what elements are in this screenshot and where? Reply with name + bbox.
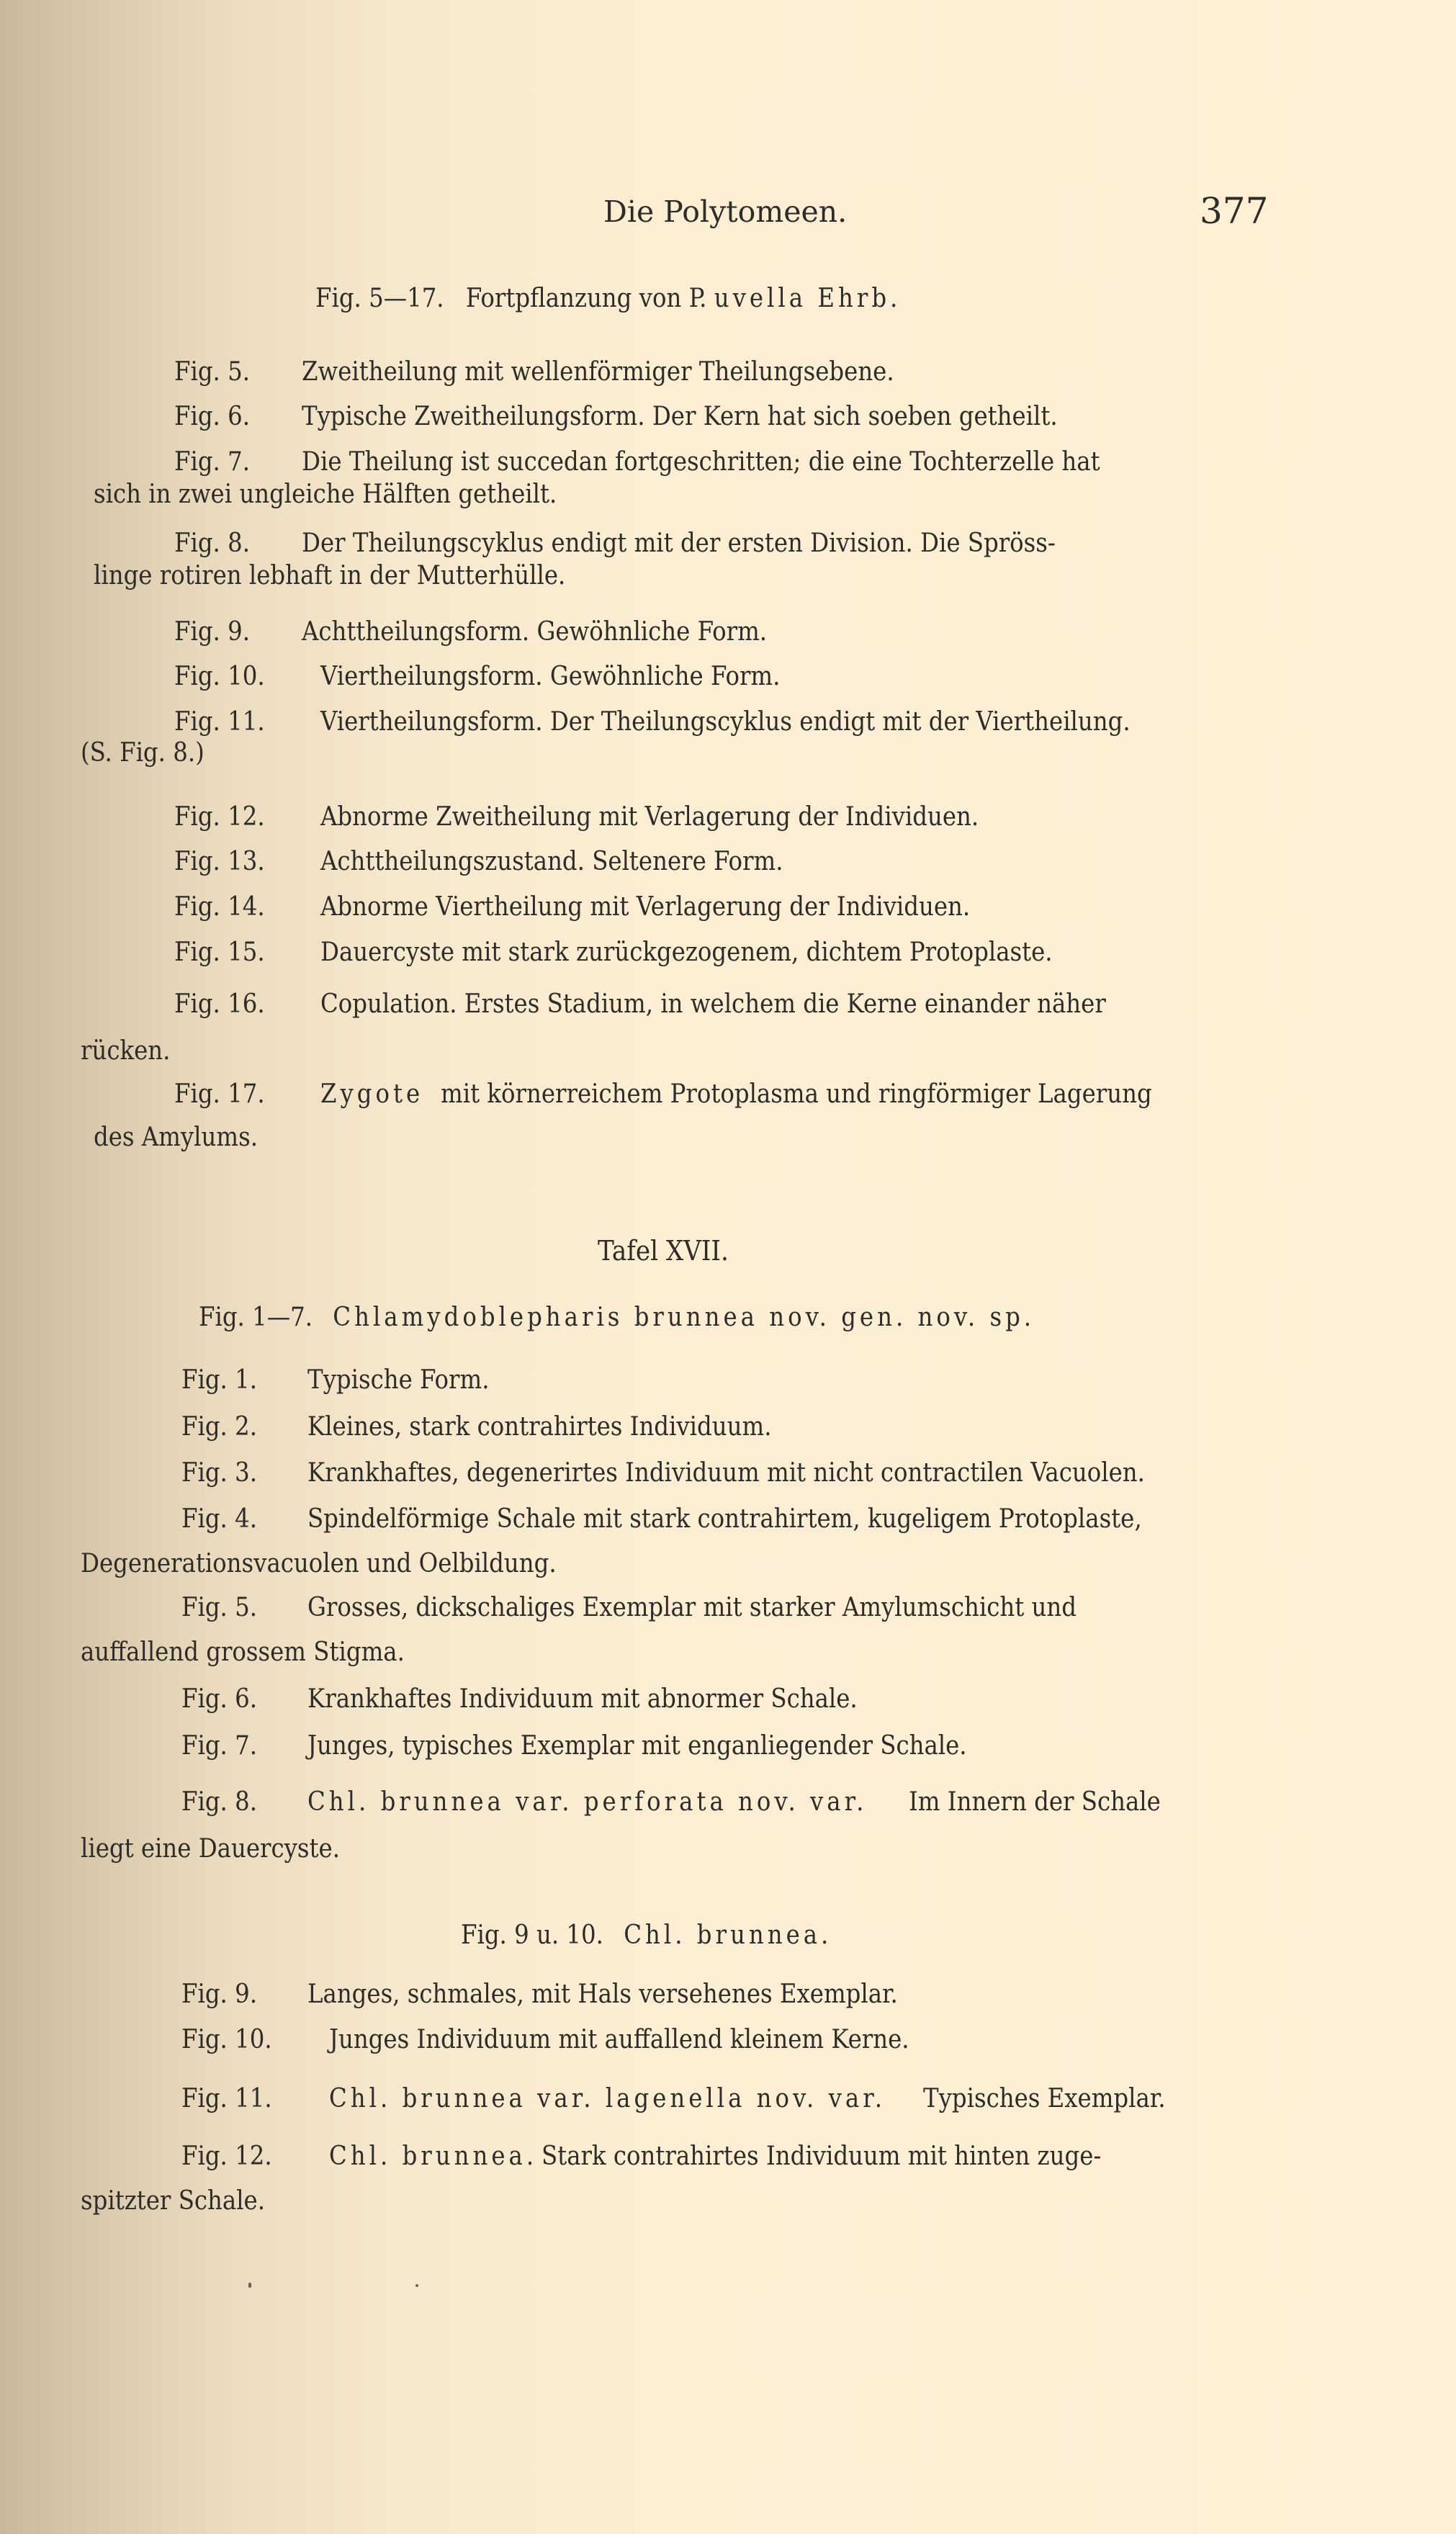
fig-species: Chl. brunnea var. perforata nov. var. [307, 1787, 868, 1817]
figure-entry [174, 801, 979, 833]
fig-caption: Achttheilungszustand. Seltenere Form. [320, 847, 783, 876]
fig-label: Fig. 13. [174, 847, 265, 876]
figure-entry [181, 1684, 858, 1715]
figure-entry [174, 356, 894, 388]
fig-label: Fig. 6. [181, 1684, 257, 1714]
figure-entry [174, 937, 1053, 969]
fig-caption: Achttheilungsform. Gewöhnliche Form. [302, 617, 768, 647]
fig-caption-continuation: (S. Fig. 8.) [81, 738, 205, 768]
subheading-fig-range: Fig. 9 u. 10. [461, 1920, 603, 1950]
fig-caption: Krankhaftes Individuum mit abnormer Schale. [307, 1684, 858, 1714]
section-heading [315, 283, 901, 315]
fig-label: Fig. 9. [174, 617, 250, 647]
fig-label: Fig. 14. [174, 892, 265, 922]
fig-label: Fig. 11. [174, 707, 265, 737]
fig-caption-continuation: liegt eine Dauercyste. [81, 1834, 340, 1864]
figure-entry [181, 1979, 898, 2010]
fig-caption: Typisches Exemplar. [923, 2084, 1166, 2113]
figure-entry [181, 2083, 1166, 2115]
heading-species: uvella Ehrb. [714, 284, 902, 313]
fig-caption: Die Theilung ist succedan fortgeschritten; die eine Tochterzelle hat [302, 447, 1100, 477]
heading-fig-range: Fig. 1—7. [199, 1303, 313, 1332]
page-number: 377 [1200, 190, 1269, 232]
fig-caption: Zweitheilung mit wellenförmiger Theilungsebene. [302, 357, 894, 387]
fig-species: Chl. brunnea. [329, 2142, 538, 2171]
figure-entry [181, 1787, 1161, 1818]
figure-entry [181, 2141, 1102, 2173]
fig-caption: Viertheilungsform. Gewöhnliche Form. [320, 662, 781, 691]
fig-label: Fig. 4. [181, 1504, 257, 1534]
fig-caption: mit körnerreichem Protoplasma und ringförmiger Lagerung [441, 1079, 1152, 1109]
fig-caption: Langes, schmales, mit Hals versehenes Exemplar. [307, 1980, 898, 2009]
figure-entry [174, 846, 783, 878]
paper-speck [415, 2284, 418, 2287]
fig-label: Fig. 6. [174, 402, 250, 431]
fig-label: Fig. 11. [181, 2084, 272, 2113]
figure-entry [181, 1411, 772, 1443]
fig-label: Fig. 2. [181, 1412, 257, 1442]
fig-caption-continuation: spitzter Schale. [81, 2186, 265, 2216]
figure-entry [181, 1730, 967, 1762]
figure-entry [181, 1504, 1142, 1535]
figure-entry [174, 401, 1058, 433]
fig-caption: Typische Form. [307, 1365, 490, 1395]
figure-entry [174, 989, 1106, 1020]
figure-entry [181, 1365, 490, 1396]
fig-caption-continuation: sich in zwei ungleiche Hälften getheilt. [94, 480, 557, 509]
fig-caption-continuation: rücken. [81, 1036, 171, 1066]
fig-caption: Der Theilungscyklus endigt mit der ersten Division. Die Spröss- [302, 529, 1056, 558]
paper-speck [248, 2283, 251, 2288]
fig-caption: Abnorme Viertheilung mit Verlagerung der Individuen. [320, 892, 971, 922]
figure-entry [181, 1457, 1145, 1489]
figure-entry [174, 616, 768, 648]
figure-entry [174, 528, 1056, 560]
fig-label: Fig. 9. [181, 1980, 257, 2009]
figure-entry [181, 2024, 909, 2056]
fig-caption-continuation: des Amylums. [94, 1123, 259, 1152]
fig-caption: Krankhaftes, degenerirtes Individuum mit nicht contractilen Vacuolen. [307, 1458, 1145, 1488]
fig-label: Fig. 7. [181, 1731, 257, 1761]
fig-caption: Kleines, stark contrahirtes Individuum. [307, 1412, 772, 1442]
fig-label: Fig. 3. [181, 1458, 257, 1488]
fig-caption: Im Innern der Schale [909, 1787, 1161, 1817]
fig-caption: Abnorme Zweitheilung mit Verlagerung der Individuen. [320, 802, 979, 832]
fig-label: Fig. 12. [181, 2142, 272, 2171]
fig-label: Fig. 7. [174, 447, 250, 477]
fig-caption-continuation: Degenerationsvacuolen und Oelbildung. [81, 1549, 557, 1578]
fig-caption-spaced: Zygote [320, 1079, 424, 1109]
fig-caption: Viertheilungsform. Der Theilungscyklus endigt mit der Viertheilung. [320, 707, 1131, 737]
fig-caption: Stark contrahirtes Individuum mit hinten zuge- [541, 2142, 1102, 2171]
fig-caption: Grosses, dickschaliges Exemplar mit starker Amylumschicht und [307, 1593, 1077, 1622]
heading-species: Chlamydoblepharis brunnea nov. gen. nov. sp. [333, 1303, 1035, 1332]
fig-label: Fig. 16. [174, 989, 265, 1019]
figure-entry [174, 446, 1100, 478]
fig-caption: Junges Individuum mit auffallend kleinem Kerne. [329, 2025, 909, 2054]
fig-label: Fig. 5. [174, 357, 250, 387]
fig-caption-continuation: auffallend grossem Stigma. [81, 1637, 405, 1667]
fig-caption: Typische Zweitheilungsform. Der Kern hat sich soeben getheilt. [302, 402, 1058, 431]
fig-label: Fig. 10. [174, 662, 265, 691]
fig-label: Fig. 1. [181, 1365, 257, 1395]
fig-caption: Junges, typisches Exemplar mit enganliegender Schale. [307, 1731, 967, 1761]
fig-label: Fig. 15. [174, 938, 265, 967]
subheading-species: Chl. brunnea. [624, 1920, 832, 1950]
fig-caption: Spindelförmige Schale mit stark contrahirtem, kugeligem Protoplaste, [307, 1504, 1142, 1534]
fig-label: Fig. 5. [181, 1593, 257, 1622]
heading-text: Fortpflanzung von P. [465, 284, 707, 313]
figure-entry [181, 1592, 1077, 1624]
running-header-title: Die Polytomeen. [603, 194, 848, 229]
figure-entry [174, 706, 1131, 738]
figure-entry [174, 661, 781, 693]
fig-species: Chl. brunnea var. lagenella nov. var. [329, 2084, 886, 2113]
fig-label: Fig. 8. [181, 1787, 257, 1817]
fig-label: Fig. 17. [174, 1079, 265, 1109]
fig-caption: Dauercyste mit stark zurückgezogenem, dichtem Protoplaste. [320, 938, 1053, 967]
fig-label: Fig. 12. [174, 802, 265, 832]
fig-label: Fig. 10. [181, 2025, 272, 2054]
plate-title: Tafel XVII. [598, 1235, 729, 1267]
heading-fig-range: Fig. 5—17. [315, 284, 444, 313]
figure-entry [174, 891, 971, 923]
fig-caption: Copulation. Erstes Stadium, in welchem die Kerne einander näher [320, 989, 1106, 1019]
section-subheading [461, 1920, 832, 1951]
figure-entry [174, 1079, 1152, 1110]
section-heading [199, 1302, 1035, 1334]
fig-label: Fig. 8. [174, 529, 250, 558]
fig-caption-continuation: linge rotiren lebhaft in der Mutterhülle. [94, 561, 566, 590]
